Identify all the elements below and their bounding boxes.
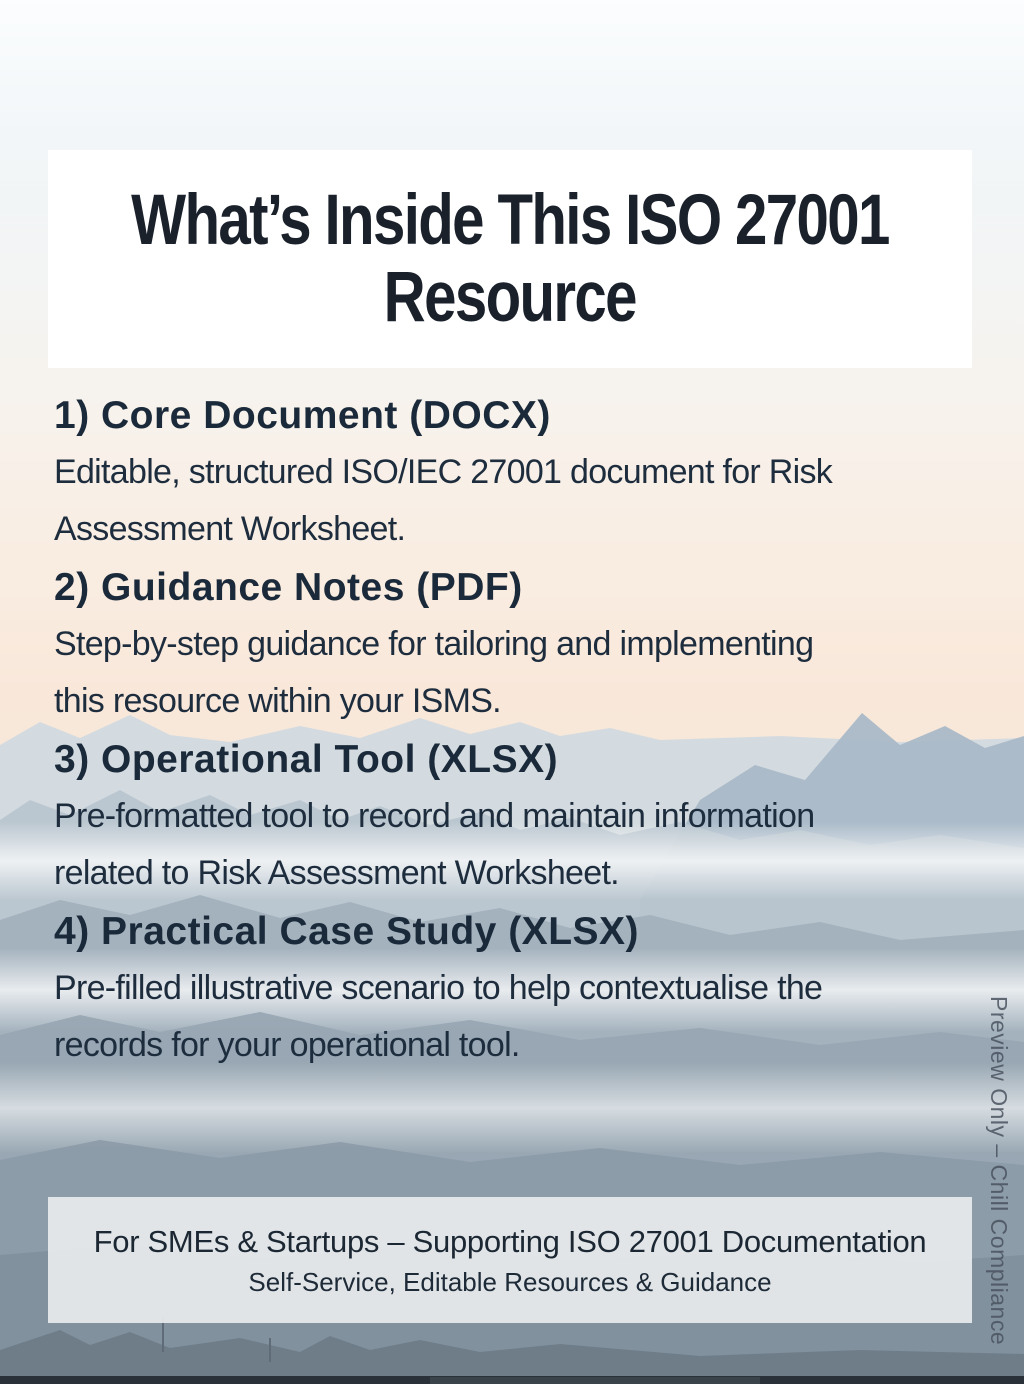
title-banner	[48, 150, 972, 368]
section-practical-case-study	[54, 904, 994, 1074]
section-heading: 3) Operational Tool (XLSX)	[54, 738, 559, 781]
section-heading: 2) Guidance Notes (PDF)	[54, 566, 523, 609]
footer-audience-text: For SMEs & Startups – Supporting ISO 27001 Documentation	[93, 1224, 927, 1259]
bottom-edge-highlight	[430, 1377, 760, 1384]
section-description-line: records for your operational tool.	[54, 1026, 520, 1064]
section-guidance-notes	[54, 560, 994, 730]
page-title-line-1: What’s Inside This ISO 27001	[131, 181, 889, 260]
footer-tagline-text: Self-Service, Editable Resources & Guidance	[248, 1267, 772, 1297]
section-description-line: Pre-filled illustrative scenario to help contextualise the	[54, 969, 823, 1007]
contents-list	[54, 388, 994, 1076]
preview-watermark: Preview Only – Chill Compliance	[986, 996, 1012, 1346]
section-heading: 4) Practical Case Study (XLSX)	[54, 910, 640, 953]
page-title-line-2: Resource	[383, 258, 637, 337]
section-description-line: related to Risk Assessment Worksheet.	[54, 854, 619, 892]
section-description-line: Pre-formatted tool to record and maintain information	[54, 797, 815, 835]
footer-banner	[48, 1197, 972, 1323]
section-description-line: Step-by-step guidance for tailoring and implementing	[54, 625, 814, 663]
section-heading: 1) Core Document (DOCX)	[54, 394, 551, 437]
section-description-line: Assessment Worksheet.	[54, 510, 406, 548]
section-core-document	[54, 388, 994, 558]
section-description-line: this resource within your ISMS.	[54, 682, 501, 720]
section-description-line: Editable, structured ISO/IEC 27001 document for Risk	[54, 453, 833, 491]
section-operational-tool	[54, 732, 994, 902]
